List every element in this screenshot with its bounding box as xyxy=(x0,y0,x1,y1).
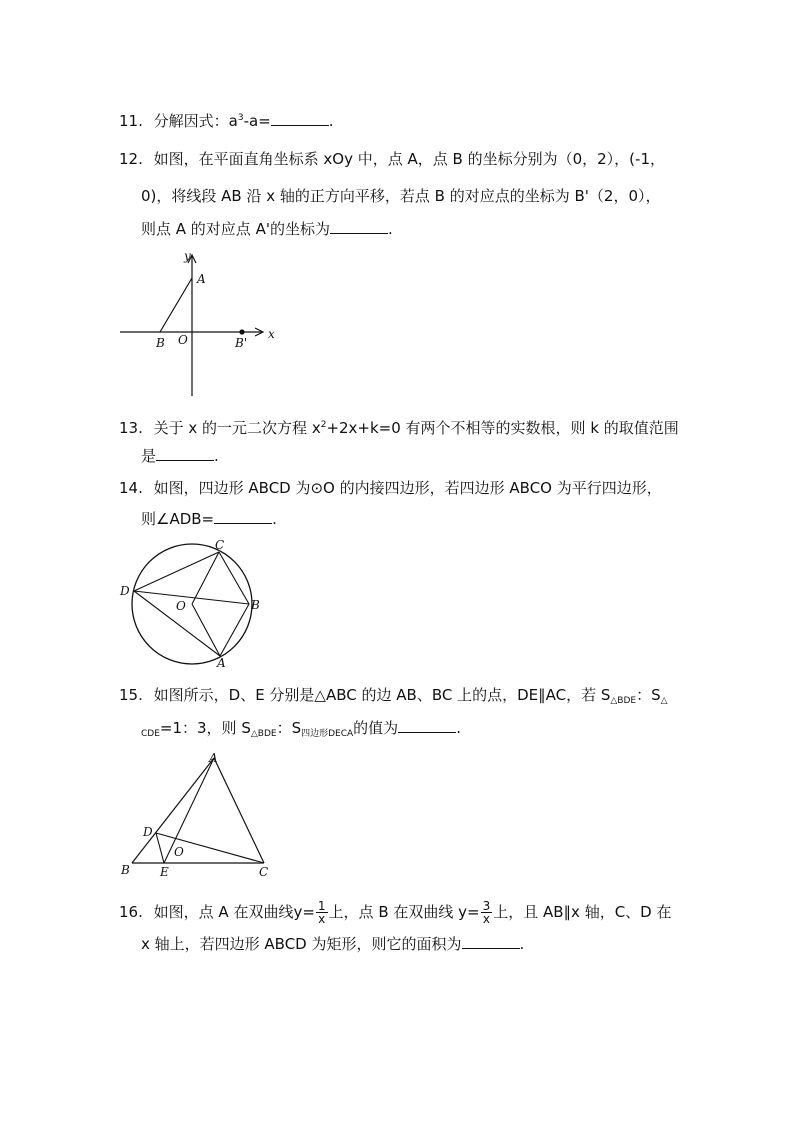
question-text: 如图，点 A 在双曲线 xyxy=(153,903,294,921)
subscript: △ xyxy=(660,696,668,706)
question-text: 则点 A 的对应点 A'的坐标为 xyxy=(141,220,330,238)
label-e: E xyxy=(160,865,169,879)
segment-de xyxy=(156,833,164,863)
question-15-line-1 xyxy=(119,685,668,711)
question-13-line-1 xyxy=(119,415,679,438)
fraction-3-over-x xyxy=(481,900,493,925)
question-14-line-1 xyxy=(119,478,662,498)
question-text: =1：3，则 S xyxy=(159,719,251,737)
question-text: 关于 x 的一元二次方程 x xyxy=(153,419,321,437)
subscript: CDE xyxy=(141,729,160,739)
label-o: O xyxy=(174,845,184,859)
question-text: 上，且 AB∥x 轴，C、D 在 xyxy=(493,903,672,921)
label-o: O xyxy=(178,333,188,347)
label-b: B xyxy=(121,863,130,877)
answer-blank xyxy=(330,219,388,234)
answer-blank xyxy=(214,509,272,524)
segment-ba xyxy=(220,604,249,656)
question-text: 的值为 xyxy=(353,719,399,737)
segment-oc xyxy=(192,552,219,604)
label-x: x xyxy=(268,327,275,341)
point-b-prime xyxy=(239,329,244,334)
question-15-line-2 xyxy=(141,718,461,744)
label-o: O xyxy=(176,599,186,613)
question-text: 如图，四边形 ABCD 为⊙O 的内接四边形，若四边形 ABCO 为平行四边形， xyxy=(153,479,662,497)
question-16-line-1 xyxy=(119,898,672,926)
question-text: x 轴上，若四边形 ABCD 为矩形，则它的面积为 xyxy=(141,935,462,953)
label-y: y xyxy=(184,249,191,263)
answer-blank xyxy=(271,111,329,126)
question-13-line-2 xyxy=(141,446,219,466)
denominator: x xyxy=(318,912,326,926)
question-text: +2x+k=0 有两个不相等的实数根，则 k 的取值范围 xyxy=(326,419,679,437)
exponent: 3 xyxy=(237,113,244,123)
label-b-prime: B' xyxy=(235,336,248,350)
question-11 xyxy=(119,108,334,131)
numerator: 3 xyxy=(482,899,491,913)
question-12-line-1 xyxy=(119,149,665,169)
question-text: 如图所示，D、E 分别是△ABC 的边 AB、BC 上的点，DE∥AC，若 S xyxy=(153,686,611,704)
question-number: 15. xyxy=(119,686,143,704)
segment-oa xyxy=(192,604,220,656)
question-number: 12. xyxy=(119,150,143,168)
question-text: 分解因式：a xyxy=(153,112,238,130)
label-a: A xyxy=(197,272,206,286)
period: . xyxy=(456,719,461,737)
question-text: 上，点 B 在双曲线 y= xyxy=(328,903,480,921)
question-number: 16. xyxy=(119,903,143,921)
segment-db xyxy=(134,591,249,604)
question-text: 0)，将线段 AB 沿 x 轴的正方向平移，若点 B 的对应点的坐标为 B'（2，0）， xyxy=(141,187,661,205)
label-b: B xyxy=(251,598,260,612)
fraction-1-over-x xyxy=(316,900,328,925)
equation-text: y= xyxy=(293,903,315,921)
segment-ab xyxy=(160,278,192,332)
label-c: C xyxy=(215,538,225,552)
question-12-line-2 xyxy=(141,186,661,206)
subscript: 四边形DECA xyxy=(301,729,354,739)
denominator: x xyxy=(482,912,490,926)
question-text: 是 xyxy=(141,447,157,465)
label-a: A xyxy=(209,751,218,765)
label-a: A xyxy=(217,656,226,668)
label-c: C xyxy=(259,865,269,879)
period: . xyxy=(214,447,219,465)
question-text: 则∠ADB= xyxy=(141,510,215,528)
q12-coordinate-figure xyxy=(114,248,284,400)
period: . xyxy=(272,510,277,528)
q14-circle-figure xyxy=(116,538,276,668)
question-14-line-2 xyxy=(141,509,277,529)
question-number: 11. xyxy=(119,112,143,130)
subscript: △BDE xyxy=(250,729,277,739)
q15-triangle-figure xyxy=(116,750,276,880)
exponent: 2 xyxy=(320,420,327,430)
question-number: 13. xyxy=(119,419,143,437)
segment-ac xyxy=(214,758,264,863)
question-number: 14. xyxy=(119,479,143,497)
segment-dc xyxy=(156,833,264,863)
question-text: 如图，在平面直角坐标系 xOy 中，点 A，点 B 的坐标分别为（0，2），(-1， xyxy=(153,150,665,168)
question-text: ：S xyxy=(636,686,661,704)
period: . xyxy=(387,220,393,238)
numerator: 1 xyxy=(317,899,326,913)
label-d: D xyxy=(143,825,153,839)
label-b: B xyxy=(156,336,165,350)
label-d: D xyxy=(120,584,130,598)
period: . xyxy=(519,935,525,953)
question-text-tail: -a= xyxy=(243,112,271,130)
segment-cb xyxy=(219,552,249,604)
answer-blank xyxy=(462,934,520,949)
period: . xyxy=(328,112,334,130)
subscript: △BDE xyxy=(610,696,637,706)
question-16-line-2 xyxy=(141,934,524,954)
question-text: ：S xyxy=(276,719,302,737)
segment-ab xyxy=(132,758,214,863)
answer-blank xyxy=(156,446,214,461)
segment-dc xyxy=(134,552,219,591)
answer-blank xyxy=(398,718,456,733)
question-12-line-3 xyxy=(141,219,393,239)
